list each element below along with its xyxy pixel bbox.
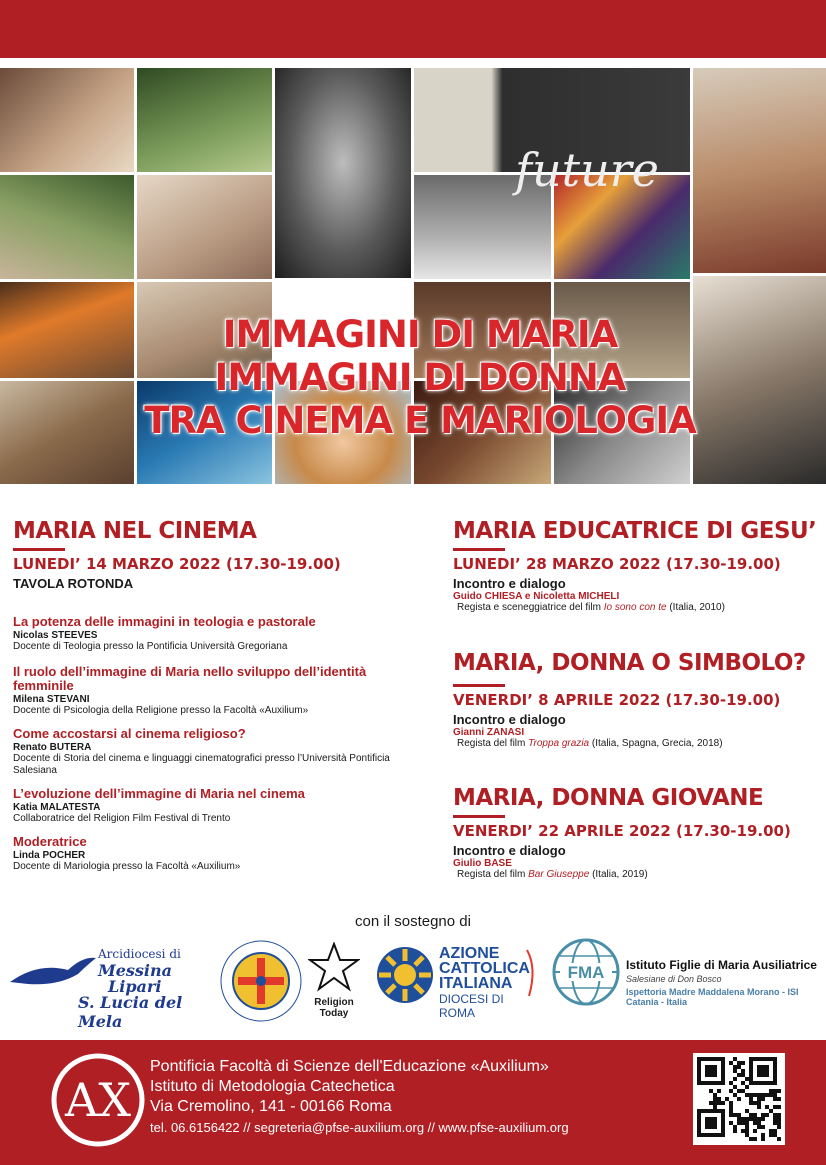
talk-title: Come accostarsi al cinema religioso? (13, 726, 246, 741)
section-title: MARIA EDUCATRICE DI GESU’ (453, 518, 817, 544)
fma-logo: FMA Istituto Figlie di Maria Ausiliatrice Salesiane di Don Bosco Ispettoria Madre Maddalena Morano - ISI Catania - Italia (552, 938, 822, 1008)
talk-title: Il ruolo dell’immagine di Maria nello sviluppo dell’identità femminile (13, 664, 367, 693)
film-title: Troppa grazia (528, 738, 590, 749)
event-format: Incontro e dialogo (453, 712, 566, 727)
collage-photo (0, 175, 134, 279)
photo-collage (0, 68, 826, 484)
religion-today-logo: Religion Today (308, 942, 360, 1028)
speaker-name: Milena STEVANI (13, 694, 90, 705)
footer-contact: tel. 06.6156422 // segreteria@pfse-auxilium.org // www.pfse-auxilium.org (150, 1120, 569, 1135)
right-program-2 (453, 650, 825, 749)
right-program-3 (453, 785, 825, 880)
qr-code-icon (693, 1053, 785, 1145)
film-credit: Regista del film Bar Giuseppe (Italia, 2019) (457, 869, 648, 880)
footer-address: Via Cremolino, 141 - 00166 Roma (150, 1098, 392, 1115)
event-date: LUNEDI’ 28 MARZO 2022 (17.30-19.00) (453, 555, 781, 573)
title-line-1: IMMAGINI DI MARIA (222, 313, 618, 356)
section-rule (13, 548, 65, 551)
collage-photo (137, 68, 272, 172)
dove-icon (8, 952, 98, 992)
event-format: Incontro e dialogo (453, 576, 566, 591)
talk-item (13, 727, 413, 777)
collage-photo (275, 68, 411, 278)
speaker-role: Collaboratrice del Religion Film Festival di Trento (13, 813, 231, 824)
poster-title (120, 313, 720, 442)
speaker-name: Katia MALATESTA (13, 802, 101, 813)
seal-icon (220, 940, 302, 1022)
star-icon (308, 942, 360, 992)
title-line-3: TRA CINEMA E MARIOLOGIA (144, 399, 696, 442)
collage-photo (0, 68, 134, 172)
red-flourish-icon (525, 948, 539, 998)
auxilium-logo-icon (50, 1052, 146, 1148)
event-date: VENERDI’ 22 APRILE 2022 (17.30-19.00) (453, 822, 791, 840)
footer-institute: Istituto di Metodologia Catechetica (150, 1078, 395, 1095)
event-format: TAVOLA ROTONDA (13, 576, 134, 591)
section-rule (453, 684, 505, 687)
talk-item (13, 787, 413, 825)
footer (0, 1040, 826, 1165)
globe-icon (552, 938, 620, 1006)
film-credit: Regista e sceneggiatrice del film Io sono con te (Italia, 2010) (457, 602, 725, 613)
collage-photo (0, 282, 134, 378)
event-date: VENERDI’ 8 APRILE 2022 (17.30-19.00) (453, 691, 781, 709)
section-rule (453, 548, 505, 551)
collage-photo (137, 175, 272, 279)
section-title: MARIA, DONNA GIOVANE (453, 785, 764, 811)
arcidiocesi-logo: Arcidiocesi di Messina Lipari S. Lucia del Mela (8, 942, 213, 1014)
talk-item (13, 835, 413, 873)
collage-photo (0, 381, 134, 484)
event-format: Incontro e dialogo (453, 843, 566, 858)
speaker-name: Nicolas STEEVES (13, 630, 98, 641)
speaker-name: Gianni ZANASI (453, 727, 525, 738)
section-title: MARIA, DONNA O SIMBOLO? (453, 650, 806, 676)
speaker-name: Giulio BASE (453, 858, 512, 869)
title-line-2: IMMAGINI DI DONNA (214, 356, 626, 399)
support-label: con il sostegno di (355, 913, 471, 930)
right-program-1 (453, 518, 825, 613)
left-program (13, 518, 413, 873)
film-title: Io sono con te (603, 602, 667, 613)
film-title: Bar Giuseppe (528, 869, 590, 880)
talk-title: Moderatrice (13, 834, 87, 849)
talk-title: La potenza delle immagini in teologia e pastorale (13, 614, 316, 629)
talk-item (13, 665, 413, 717)
top-banner (0, 0, 826, 58)
section-rule (453, 815, 505, 818)
ac-roma-logo: AZIONE CATTOLICA ITALIANA DIOCESI DI ROMA (375, 943, 540, 1009)
ac-sun-icon (375, 945, 435, 1005)
speaker-name: Linda POCHER (13, 850, 86, 861)
svg-text:AX: AX (65, 1073, 131, 1127)
talk-title: L’evoluzione dell’immagine di Maria nel cinema (13, 786, 305, 801)
ac-porto-seal (220, 940, 302, 1022)
film-credit: Regista del film Troppa grazia (Italia, Spagna, Grecia, 2018) (457, 738, 723, 749)
speaker-role: Docente di Teologia presso la Pontificia Università Gregoriana (13, 641, 288, 652)
speaker-role: Docente di Storia del cinema e linguaggi cinematografici presso l’Università Pontificia Salesiana (13, 753, 390, 776)
speaker-name: Guido CHIESA e Nicoletta MICHELI (453, 591, 620, 602)
speaker-role: Docente di Mariologia presso la Facoltà «Auxilium» (13, 861, 241, 872)
speaker-role: Docente di Psicologia della Religione presso la Facoltà «Auxilium» (13, 705, 309, 716)
footer-institution: Pontificia Facoltà di Scienze dell'Educazione «Auxilium» (150, 1058, 549, 1075)
collage-chalk-word: future (515, 143, 659, 197)
talk-item (13, 615, 413, 653)
section-title: MARIA NEL CINEMA (13, 518, 257, 544)
svg-text:FMA: FMA (567, 963, 605, 982)
collage-photo (693, 68, 826, 273)
speaker-name: Renato BUTERA (13, 742, 92, 753)
event-date: LUNEDI’ 14 MARZO 2022 (17.30-19.00) (13, 555, 341, 573)
